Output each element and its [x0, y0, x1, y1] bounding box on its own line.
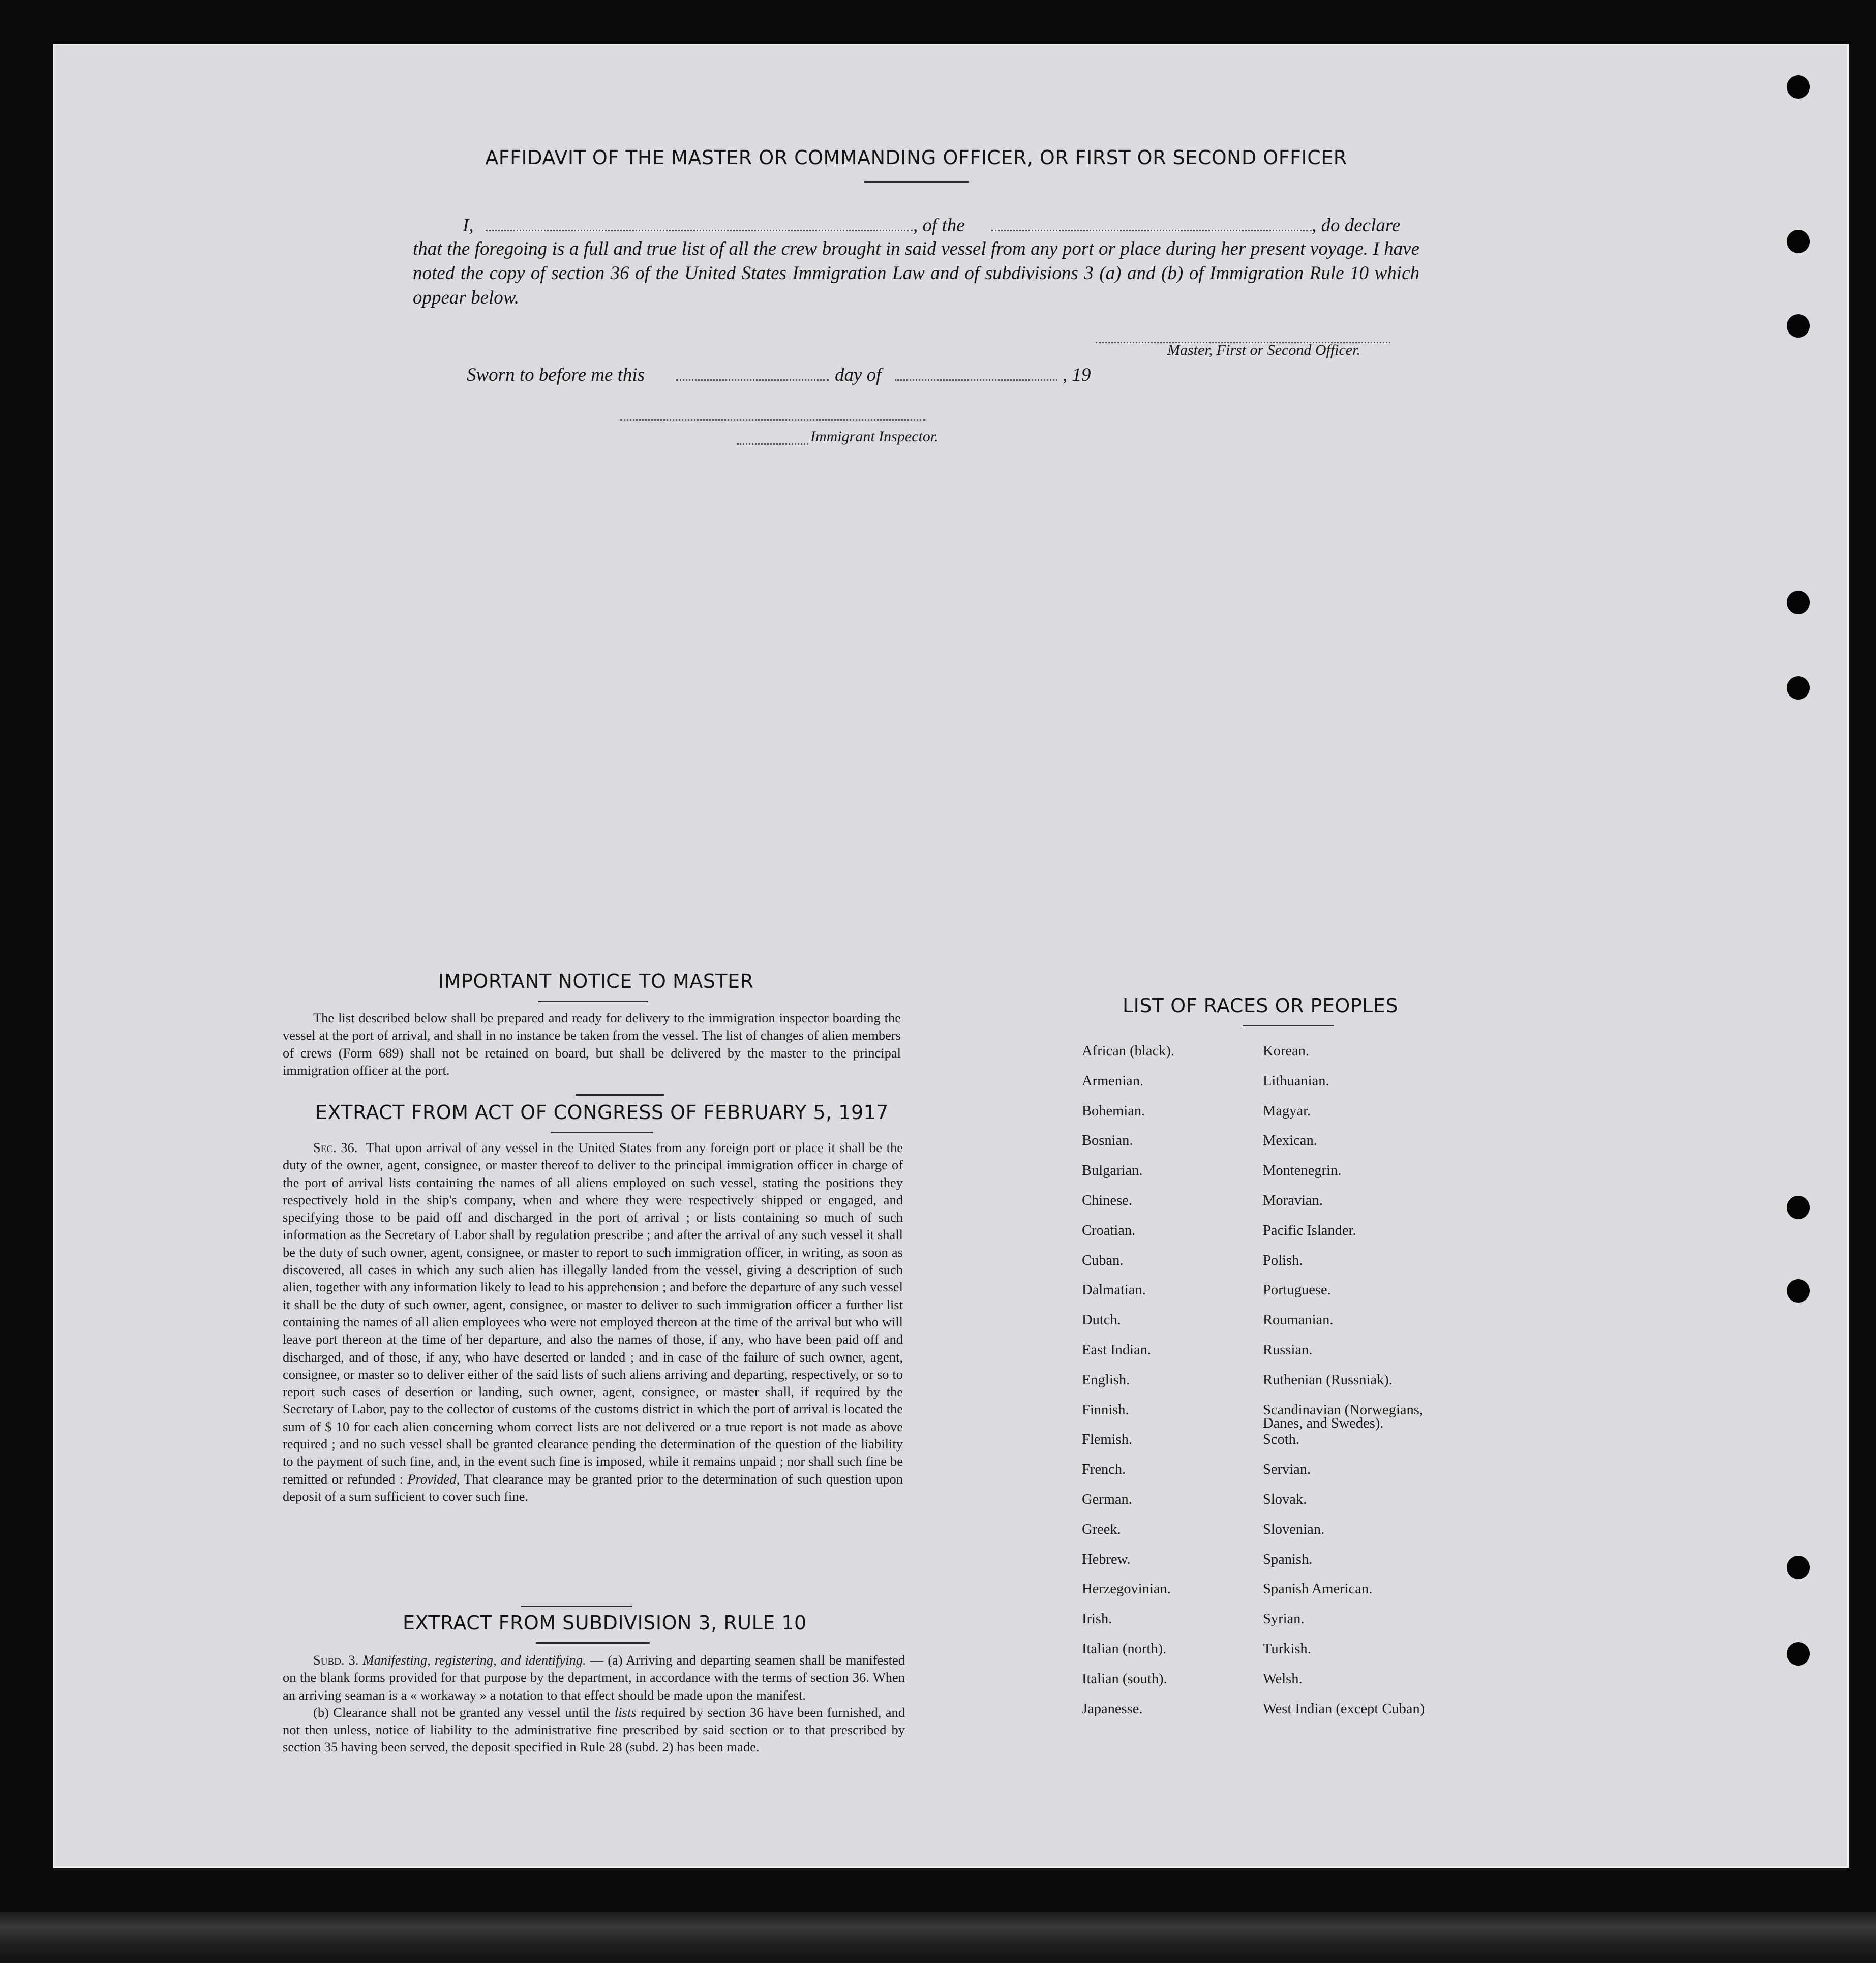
- race-right-item: Spanish American.: [1263, 1581, 1373, 1597]
- notice-rule: [538, 1001, 648, 1002]
- race-left-item: Bulgarian.: [1082, 1163, 1143, 1179]
- races-rule: [1243, 1025, 1334, 1026]
- act-title: EXTRACT FROM ACT OF CONGRESS OF FEBRUARY 5, 1917: [315, 1101, 889, 1124]
- race-left-item: Chinese.: [1082, 1193, 1132, 1209]
- race-right-continuation: Danes, and Swedes).: [1263, 1415, 1384, 1431]
- act-text: [283, 1139, 903, 1505]
- race-right-item: Turkish.: [1263, 1641, 1311, 1657]
- master-label: Master, First or Second Officer.: [1167, 342, 1360, 358]
- race-left-item: Dutch.: [1082, 1312, 1121, 1328]
- race-left-item: German.: [1082, 1492, 1132, 1507]
- rule-a: — (a) Arriving and departing seamen shall be manifested on the blank forms provided for that purpose by the department, in accordance with the terms of section 36. When an arriving seaman is a « workaway » a notation to that effect should be made upon the manifest.: [283, 1652, 905, 1703]
- rule-text: [283, 1651, 905, 1756]
- act-rule: [551, 1132, 653, 1133]
- inspector-label: Immigrant Inspector.: [810, 428, 939, 445]
- binder-hole-icon: [1787, 676, 1810, 700]
- act-body-a: That upon arrival of any vessel in the United States from any foreign port or place it shall be the duty of the owner, agent, consignee, or master thereof to deliver to the principal immigration officer in charge of the port of arrival lists containing the names of all aliens employed on such vessel, stating the positions they respectively hold in the ship's company, when and where they were respectively shipped or engaged, and specifying those to be paid off and discharged in the port of arrival ; or lists containing so much of such information as the Secretary of Labor shall by regulation prescribe ; and after the arrival of any such vessel it shall be the duty of such owner, agent, consignee, or master to report to such immigration officer, in writing, as soon as discovered, all cases in which any such alien has illegally landed from the vessel, giving a description of such alien, together with any information likely to lead to his apprehension ; and before the departure of any such vessel it shall be the duty of such owner, agent, consignee, or master to deliver to such immigration officer a further list containing the names of all alien employees who were not employed thereon at the time of the arrival but who will leave port thereon at the time of her departure, and also the names of those, if any, who have been paid off and discharged, and of those, if any, who have deserted or landed ; and in case of the failure of such owner, agent, consignee, or master so to deliver either of the said lists of such aliens arriving and departing, respectively, or so to report such cases of desertion or landing, such owner, agent, consignee, or master shall, if required by the Secretary of Labor, pay to the collector of customs of the customs district in which the port of arrival is located the sum of $ 10 for each alien concerning whom correct lists are not delivered or a true report is not made as above required ; and no such vessel shall be granted clearance pending the determination of the question of the liability to the payment of such fine, and, in the event such fine is imposed, while it remains unpaid ; nor shall such fine be remitted or refunded :: [283, 1140, 903, 1487]
- race-left-item: Japanesse.: [1082, 1701, 1143, 1717]
- race-left-item: East Indian.: [1082, 1342, 1152, 1358]
- race-right-item: Korean.: [1263, 1043, 1309, 1059]
- act-provided: Provided,: [407, 1471, 460, 1487]
- race-right-item: Roumanian.: [1263, 1312, 1334, 1328]
- race-right-item: Slovenian.: [1263, 1521, 1325, 1537]
- race-right-item: Lithuanian.: [1263, 1073, 1329, 1089]
- race-right-item: Welsh.: [1263, 1671, 1303, 1687]
- race-right-item: Portuguese.: [1263, 1282, 1331, 1298]
- race-left-item: Italian (north).: [1082, 1641, 1167, 1657]
- race-right-item: Polish.: [1263, 1252, 1303, 1269]
- race-left-item: Finnish.: [1082, 1402, 1129, 1418]
- inspector-signature-blank[interactable]: [620, 419, 925, 421]
- binder-hole-icon: [1787, 591, 1810, 614]
- race-right-item: Montenegrin.: [1263, 1163, 1342, 1179]
- race-right-item: Scandinavian (Norwegians,: [1263, 1402, 1423, 1418]
- notice-title: IMPORTANT NOTICE TO MASTER: [438, 970, 754, 992]
- rule-b-1: (b) Clearance shall not be granted any vessel until the: [313, 1704, 611, 1720]
- race-left-item: Cuban.: [1082, 1252, 1124, 1269]
- binder-hole-icon: [1787, 1279, 1810, 1303]
- section-rule: [576, 1094, 664, 1096]
- race-right-item: Moravian.: [1263, 1193, 1323, 1209]
- race-left-item: French.: [1082, 1462, 1126, 1478]
- affidavit-do-declare: , do declare: [1312, 215, 1401, 236]
- race-left-item: Hebrew.: [1082, 1551, 1131, 1567]
- month-blank[interactable]: [895, 379, 1057, 381]
- affidavit-of-the: , of the: [913, 215, 965, 236]
- subd-label: Subd. 3.: [313, 1652, 359, 1668]
- race-left-item: Flemish.: [1082, 1432, 1132, 1448]
- binder-hole-icon: [1787, 75, 1810, 99]
- year-text: , 19: [1063, 365, 1091, 385]
- race-right-item: Spanish.: [1263, 1551, 1313, 1567]
- race-right-item: Servian.: [1263, 1462, 1311, 1478]
- affidavit-i: I,: [463, 215, 474, 236]
- subd-italic: Manifesting, registering, and identifying.: [362, 1652, 586, 1668]
- race-right-item: Russian.: [1263, 1342, 1313, 1358]
- race-left-item: Bosnian.: [1082, 1133, 1133, 1149]
- form-sheet: [53, 44, 1849, 1868]
- inspector-label-leader: [737, 443, 808, 445]
- race-right-item: Magyar.: [1263, 1103, 1311, 1119]
- race-left-item: African (black).: [1082, 1043, 1174, 1059]
- race-left-item: Armenian.: [1082, 1073, 1144, 1089]
- vessel-blank[interactable]: [991, 230, 1312, 231]
- affidavit-title: AFFIDAVIT OF THE MASTER OR COMMANDING OFFICER, OR FIRST OR SECOND OFFICER: [485, 146, 1347, 169]
- act-body-b: That clearance may be granted prior to the determination of such question upon deposit of a sum sufficient to cover such fine.: [283, 1471, 903, 1504]
- notice-text: The list described below shall be prepared and ready for delivery to the immigration inspector boarding the vessel at the port of arrival, and shall in no instance be taken from the vessel. The list of changes of alien members of crews (Form 689) shall not be retained on board, but shall be delivered by the master to the principal immigration officer at the port.: [283, 1010, 901, 1078]
- rule-b-2: required by section 36 have been furnished, and not then unless, notice of liability to the administrative fine prescribed by said section or to that prescribed by section 35 having been served, the deposit specified in Rule 28 (subd. 2) has been made.: [283, 1704, 905, 1755]
- race-right-item: Syrian.: [1263, 1611, 1305, 1627]
- binder-hole-icon: [1787, 1556, 1810, 1579]
- race-left-item: Italian (south).: [1082, 1671, 1167, 1687]
- name-blank[interactable]: [486, 230, 913, 231]
- race-left-item: Herzegovinian.: [1082, 1581, 1171, 1597]
- section-rule: [521, 1606, 632, 1607]
- sec-label: Sec. 36.: [313, 1140, 358, 1155]
- race-left-item: Dalmatian.: [1082, 1282, 1146, 1298]
- race-right-item: West Indian (except Cuban): [1263, 1701, 1425, 1717]
- races-title: LIST OF RACES OR PEOPLES: [1123, 994, 1399, 1017]
- race-right-item: Mexican.: [1263, 1133, 1317, 1149]
- race-left-item: Croatian.: [1082, 1222, 1136, 1239]
- binder-hole-icon: [1787, 1642, 1810, 1666]
- race-left-item: Bohemian.: [1082, 1103, 1145, 1119]
- binder-hole-icon: [1787, 1196, 1810, 1219]
- race-left-item: English.: [1082, 1372, 1130, 1388]
- race-right-item: Slovak.: [1263, 1492, 1307, 1507]
- affidavit-body: that the foregoing is a full and true list of all the crew brought in said vessel from any port or place during her present voyage. I have noted the copy of section 36 of the United States Immigration Law and of subdivisions 3 (a) and (b) of Immigration Rule 10 which oppear below.: [413, 238, 1419, 308]
- title-rule: [864, 181, 969, 183]
- day-of-text: day of: [835, 365, 882, 385]
- rule-b-lists: lists: [614, 1704, 637, 1720]
- race-left-item: Irish.: [1082, 1611, 1112, 1627]
- race-right-item: Ruthenian (Russniak).: [1263, 1372, 1393, 1388]
- race-right-item: Pacific Islander.: [1263, 1222, 1356, 1239]
- binder-hole-icon: [1787, 230, 1810, 253]
- race-right-item: Scoth.: [1263, 1432, 1300, 1448]
- rule-rule: [536, 1642, 650, 1644]
- scan-bottom-edge: [0, 1912, 1876, 1963]
- rule-title: EXTRACT FROM SUBDIVISION 3, RULE 10: [403, 1612, 807, 1634]
- race-left-item: Greek.: [1082, 1521, 1121, 1537]
- binder-hole-icon: [1787, 314, 1810, 338]
- sworn-text: Sworn to before me this: [467, 365, 645, 385]
- day-blank[interactable]: [676, 379, 829, 381]
